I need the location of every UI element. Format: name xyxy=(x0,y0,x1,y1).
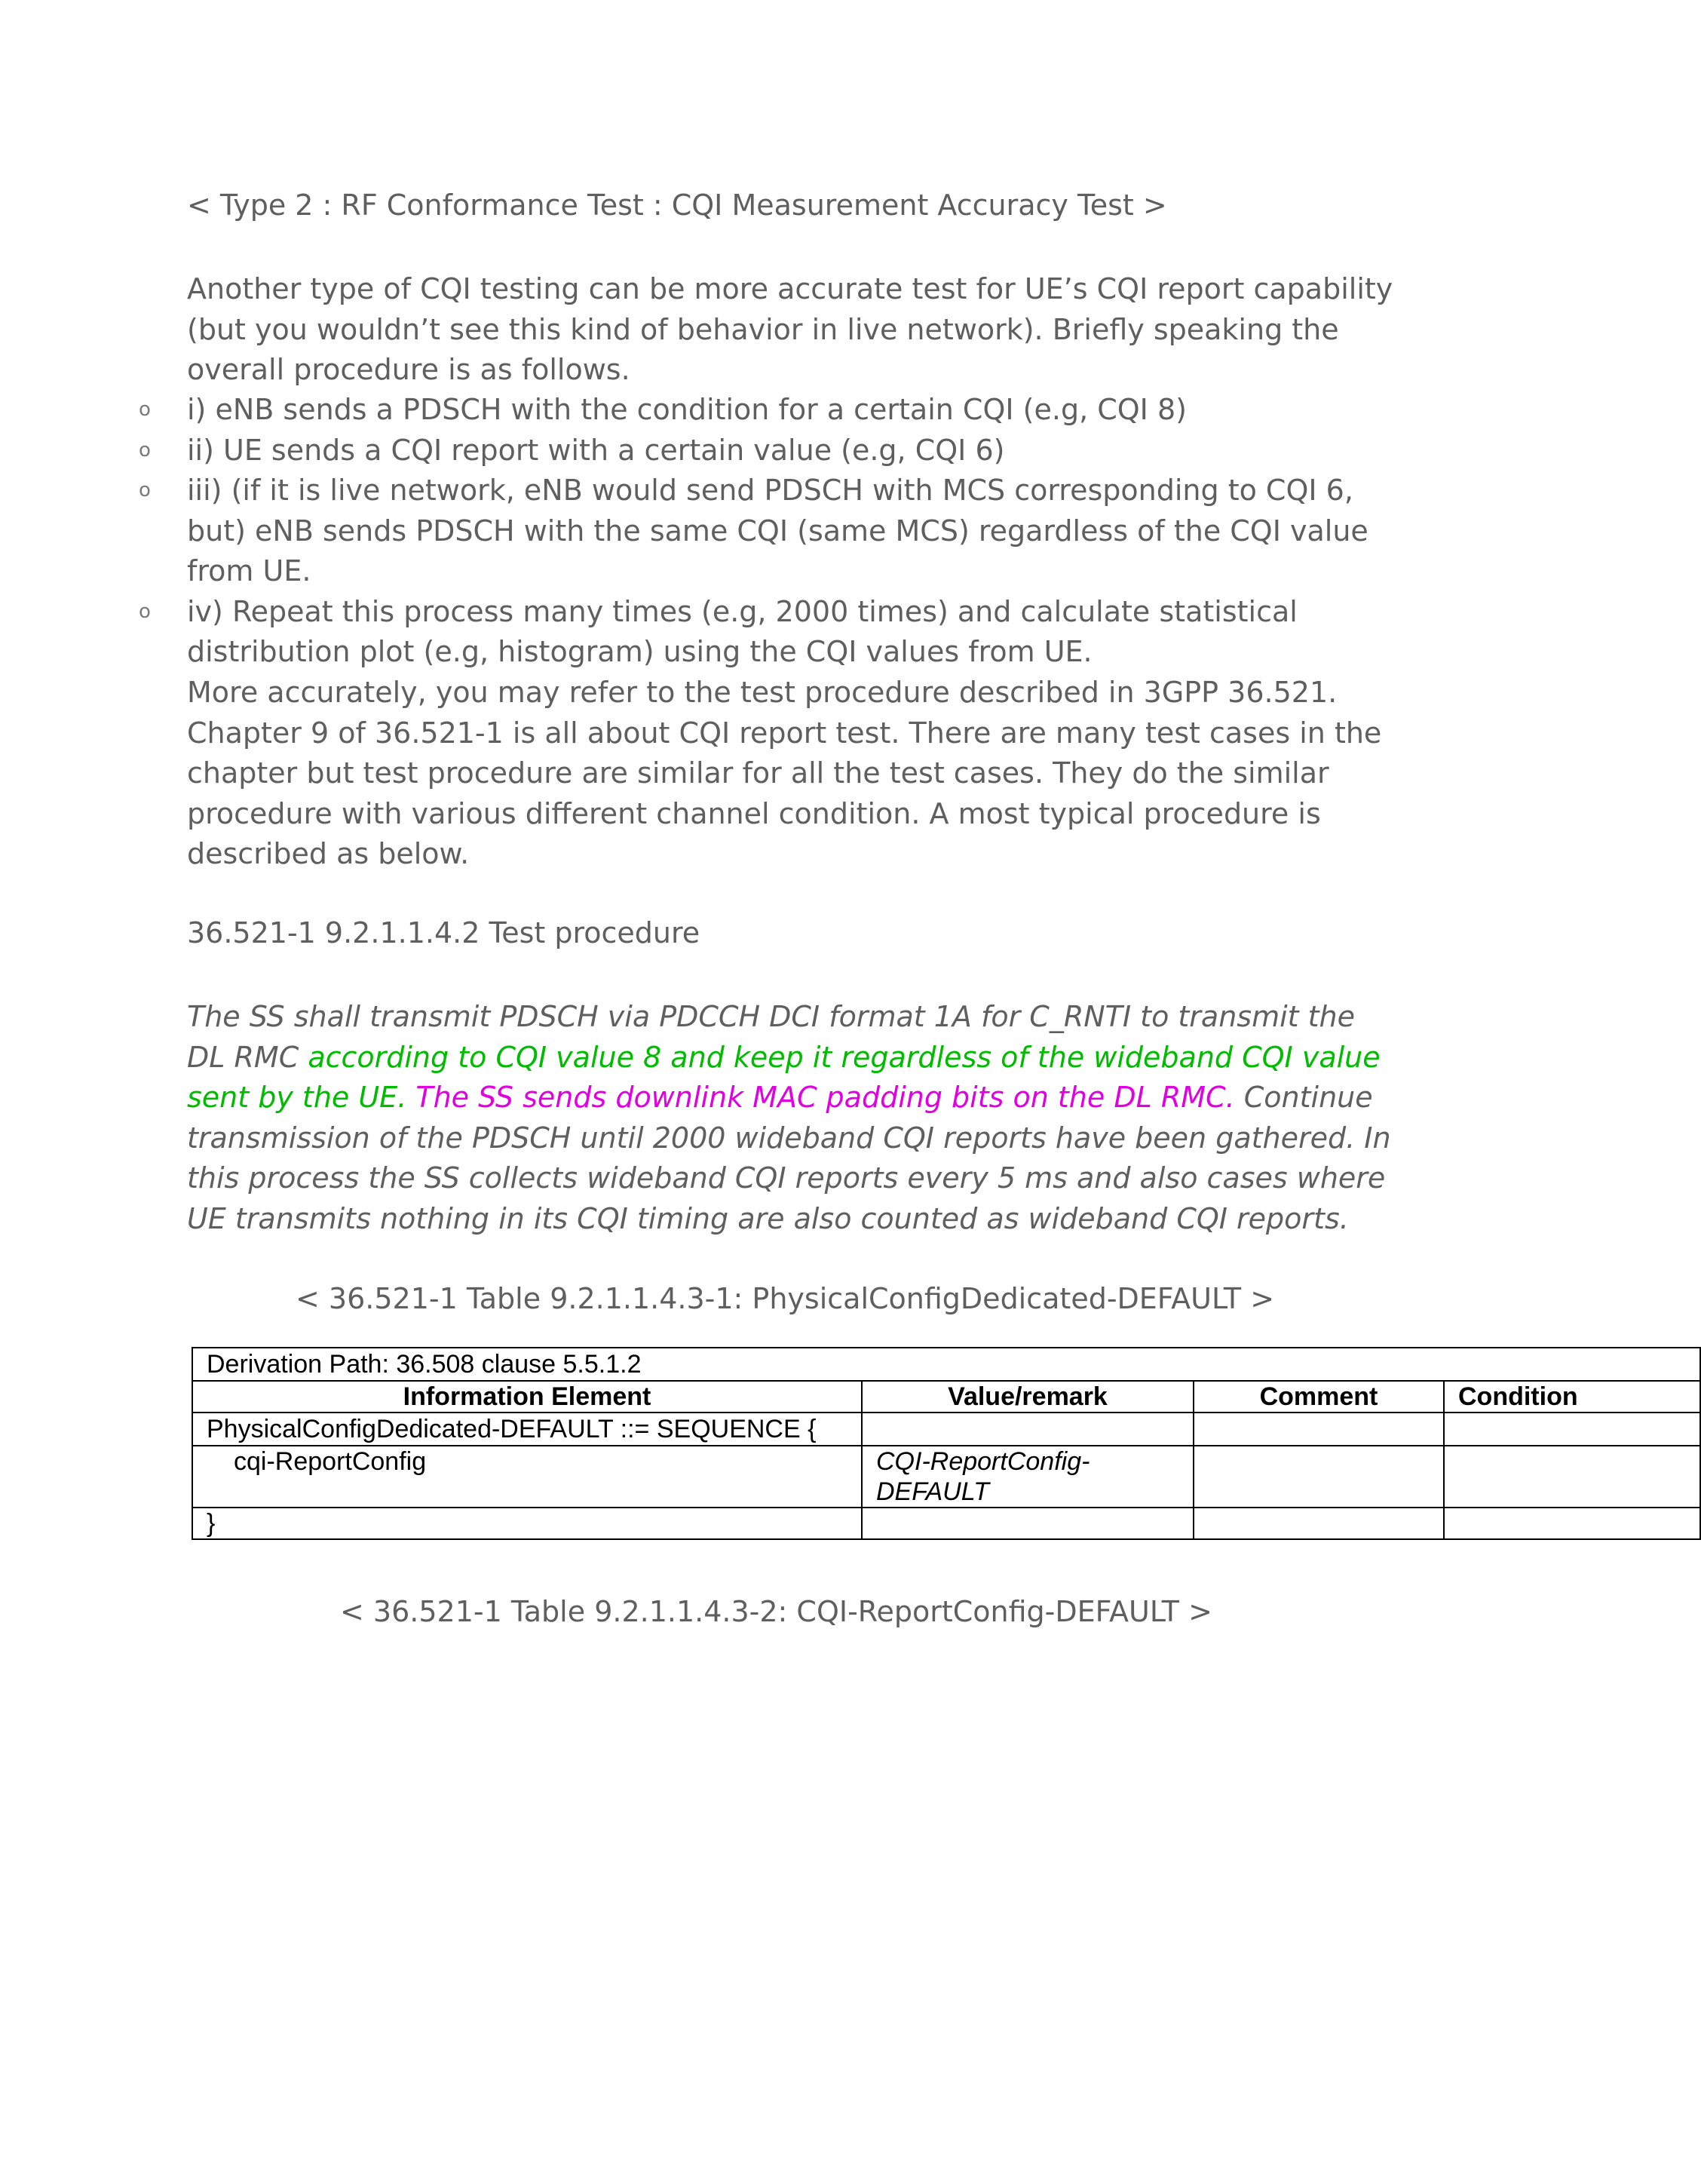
quote-line: this process the SS collects wideband CQI reports every 5 ms and also cases where xyxy=(187,1161,1386,1195)
bullet-circle-icon: o xyxy=(139,398,151,421)
reference-line: procedure with various different channel condition. A most typical procedure is xyxy=(187,796,1321,830)
condition-cell xyxy=(1444,1413,1700,1446)
quote-line: The SS shall transmit PDSCH via PDCCH DCI format 1A for C_RNTI to transmit the xyxy=(187,1000,1356,1033)
bullet-circle-icon: o xyxy=(139,438,151,462)
reference-line: More accurately, you may refer to the test procedure described in 3GPP 36.521. xyxy=(187,676,1338,709)
table-row xyxy=(192,1446,1700,1508)
reference-line: chapter but test procedure are similar for all the test cases. They do the similar xyxy=(187,756,1329,790)
element-cell: } xyxy=(192,1508,862,1539)
intro-line: (but you wouldn’t see this kind of behavior in live network). Briefly speaking the xyxy=(187,312,1339,346)
quote-text: DL RMC xyxy=(187,1040,308,1074)
column-header: Information Element xyxy=(192,1381,862,1413)
step-text: ii) UE sends a CQI report with a certain value (e.g, CQI 6) xyxy=(187,433,1005,467)
highlight-green: according to CQI value 8 and keep it regardless of the wideband CQI value xyxy=(308,1040,1381,1074)
quote-text: Continue xyxy=(1234,1081,1373,1114)
comment-cell xyxy=(1194,1508,1444,1539)
list-item xyxy=(0,431,1357,471)
element-cell: PhysicalConfigDedicated-DEFAULT ::= SEQUENCE { xyxy=(192,1413,862,1446)
procedure-quote xyxy=(187,997,1391,1239)
table-row xyxy=(192,1413,1700,1446)
value-cell xyxy=(862,1413,1194,1446)
table-row xyxy=(192,1508,1700,1539)
element-cell: cqi-ReportConfig xyxy=(192,1446,862,1508)
comment-cell xyxy=(1194,1446,1444,1508)
highlight-magenta: The SS sends downlink MAC padding bits on the DL RMC. xyxy=(406,1081,1235,1114)
step-text: but) eNB sends PDSCH with the same CQI (same MCS) regardless of the CQI value xyxy=(187,514,1368,548)
physical-config-table xyxy=(192,1347,1701,1540)
table1-container xyxy=(192,1347,1578,1540)
list-item xyxy=(0,471,1368,592)
list-item xyxy=(0,390,1357,431)
type2-heading: < Type 2 : RF Conformance Test : CQI Measurement Accuracy Test > xyxy=(187,189,1167,222)
procedure-heading: 36.521-1 9.2.1.1.4.2 Test procedure xyxy=(187,916,700,949)
column-header: Value/remark xyxy=(862,1381,1194,1413)
list-item xyxy=(0,592,1357,673)
quote-line: transmission of the PDSCH until 2000 wideband CQI reports have been gathered. In xyxy=(187,1121,1391,1155)
table-header-row xyxy=(192,1381,1700,1413)
intro-line: overall procedure is as follows. xyxy=(187,353,630,386)
bullet-circle-icon: o xyxy=(139,479,151,502)
intro-line: Another type of CQI testing can be more accurate test for UE’s CQI report capability xyxy=(187,272,1393,305)
value-cell: CQI-ReportConfig-DEFAULT xyxy=(862,1446,1194,1508)
step-text: from UE. xyxy=(187,554,311,587)
reference-line: described as below. xyxy=(187,837,470,870)
reference-line: Chapter 9 of 36.521-1 is all about CQI report test. There are many test cases in the xyxy=(187,716,1382,750)
step-text: i) eNB sends a PDSCH with the condition for a certain CQI (e.g, CQI 8) xyxy=(187,393,1187,426)
reference-paragraph xyxy=(187,673,1382,875)
highlight-green: sent by the UE. xyxy=(187,1081,407,1114)
comment-cell xyxy=(1194,1413,1444,1446)
step-text: iv) Repeat this process many times (e.g, 2000 times) and calculate statistical xyxy=(187,594,1298,628)
step-text: distribution plot (e.g, histogram) using the CQI values from UE. xyxy=(187,635,1093,668)
quote-line xyxy=(187,1078,1373,1118)
intro-paragraph xyxy=(187,269,1393,391)
column-header: Comment xyxy=(1194,1381,1444,1413)
table1-caption: < 36.521-1 Table 9.2.1.1.4.3-1: PhysicalConfigDedicated-DEFAULT > xyxy=(296,1282,1275,1315)
table2-caption: < 36.521-1 Table 9.2.1.1.4.3-2: CQI-ReportConfig-DEFAULT > xyxy=(340,1595,1212,1628)
table-row xyxy=(192,1348,1700,1381)
procedure-steps-list xyxy=(0,390,1368,673)
column-header: Condition xyxy=(1444,1381,1700,1413)
value-cell xyxy=(862,1508,1194,1539)
derivation-path-cell: Derivation Path: 36.508 clause 5.5.1.2 xyxy=(192,1348,1700,1381)
condition-cell xyxy=(1444,1508,1700,1539)
bullet-circle-icon: o xyxy=(139,600,151,623)
step-text: iii) (if it is live network, eNB would send PDSCH with MCS corresponding to CQI 6, xyxy=(187,474,1353,507)
condition-cell xyxy=(1444,1446,1700,1508)
quote-line: UE transmits nothing in its CQI timing are also counted as wideband CQI reports. xyxy=(187,1201,1349,1235)
quote-line xyxy=(187,1038,1381,1078)
